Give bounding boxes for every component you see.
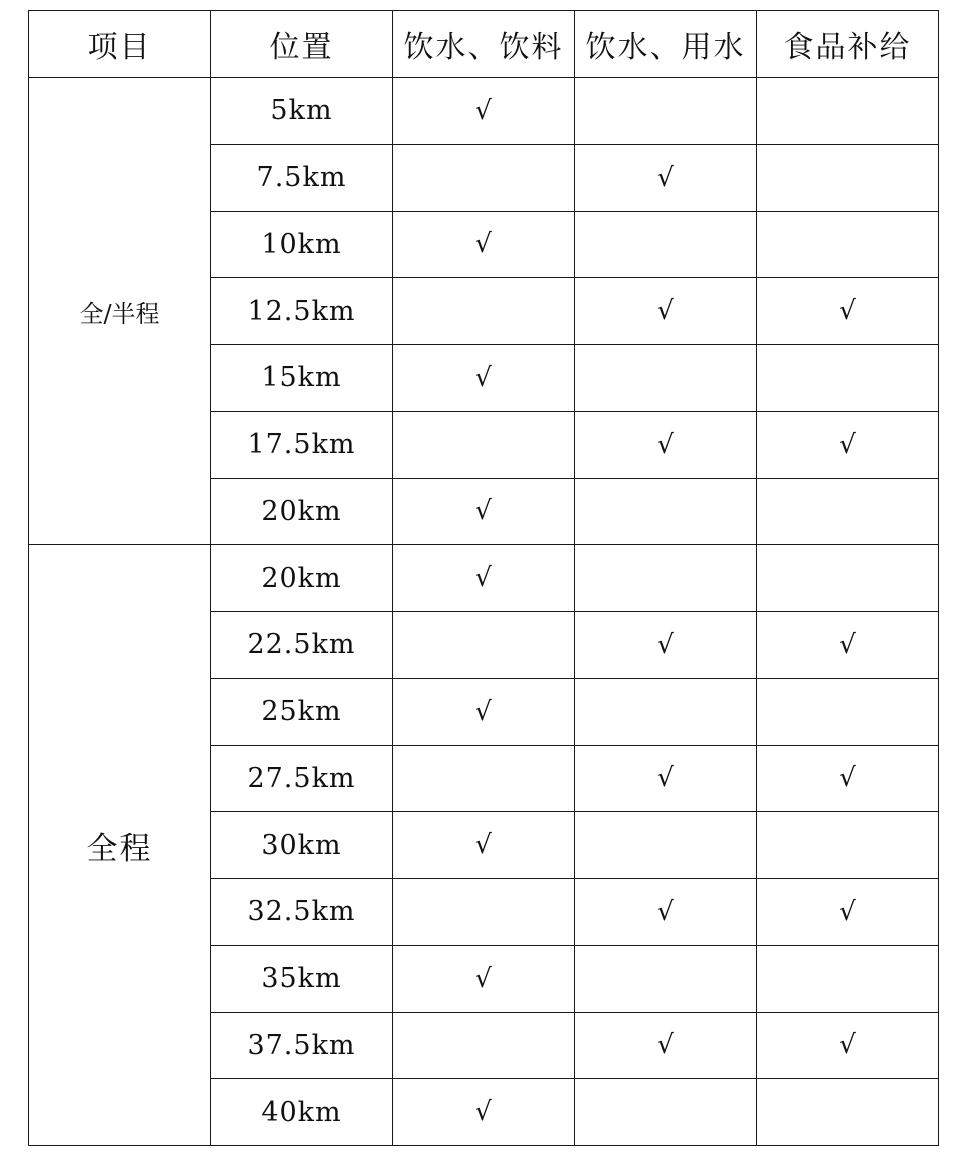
food-cell [757,478,939,545]
position-cell: 27.5km [211,745,393,812]
position-cell: 15km [211,345,393,412]
position-cell: 12.5km [211,278,393,345]
drink-water-cell [575,144,757,211]
position-cell: 32.5km [211,879,393,946]
food-cell [757,144,939,211]
check-mark-icon: √ [657,896,674,927]
drink-beverage-cell [393,78,575,145]
header-drink-beverage: 饮水、饮料 [393,11,575,78]
check-mark-icon: √ [839,896,856,927]
drink-beverage-cell [393,211,575,278]
drink-water-cell [575,1079,757,1146]
drink-water-cell [575,78,757,145]
check-mark-icon: √ [839,629,856,660]
drink-water-cell [575,278,757,345]
position-cell: 25km [211,678,393,745]
position-cell: 20km [211,478,393,545]
check-mark-icon: √ [475,696,492,727]
drink-beverage-cell [393,1012,575,1079]
food-cell [757,879,939,946]
check-mark-icon: √ [839,1030,856,1061]
check-mark-icon: √ [839,763,856,794]
food-cell [757,678,939,745]
drink-beverage-cell [393,1079,575,1146]
check-mark-icon: √ [475,830,492,861]
check-mark-icon: √ [475,496,492,527]
food-cell [757,211,939,278]
drink-beverage-cell [393,278,575,345]
check-mark-icon: √ [475,362,492,393]
position-cell: 20km [211,545,393,612]
drink-water-cell [575,1012,757,1079]
drink-water-cell [575,478,757,545]
drink-beverage-cell [393,545,575,612]
header-drink-water: 饮水、用水 [575,11,757,78]
drink-beverage-cell [393,812,575,879]
check-mark-icon: √ [475,229,492,260]
drink-beverage-cell [393,478,575,545]
position-cell: 37.5km [211,1012,393,1079]
position-cell: 30km [211,812,393,879]
drink-beverage-cell [393,945,575,1012]
header-position: 位置 [211,11,393,78]
food-cell [757,745,939,812]
table-body [29,78,939,1146]
header-item: 项目 [29,11,211,78]
food-cell [757,945,939,1012]
position-cell: 7.5km [211,144,393,211]
drink-water-cell [575,678,757,745]
drink-water-cell [575,411,757,478]
food-cell [757,812,939,879]
drink-beverage-cell [393,612,575,679]
table-row [29,545,939,612]
drink-water-cell [575,545,757,612]
check-mark-icon: √ [839,296,856,327]
food-cell [757,345,939,412]
position-cell: 17.5km [211,411,393,478]
position-cell: 5km [211,78,393,145]
check-mark-icon: √ [657,1030,674,1061]
food-cell [757,278,939,345]
food-cell [757,78,939,145]
position-cell: 35km [211,945,393,1012]
food-cell [757,612,939,679]
check-mark-icon: √ [839,429,856,460]
check-mark-icon: √ [657,429,674,460]
drink-water-cell [575,612,757,679]
check-mark-icon: √ [475,563,492,594]
check-mark-icon: √ [657,162,674,193]
supply-station-table [28,10,939,1146]
food-cell [757,545,939,612]
food-cell [757,411,939,478]
table-row [29,78,939,145]
header-row [29,11,939,78]
drink-beverage-cell [393,144,575,211]
group-label: 全程 [29,545,211,1146]
drink-beverage-cell [393,411,575,478]
header-food-supply: 食品补给 [757,11,939,78]
drink-water-cell [575,879,757,946]
drink-beverage-cell [393,678,575,745]
drink-water-cell [575,945,757,1012]
drink-water-cell [575,745,757,812]
drink-water-cell [575,812,757,879]
check-mark-icon: √ [657,629,674,660]
check-mark-icon: √ [475,95,492,126]
check-mark-icon: √ [475,1097,492,1128]
drink-beverage-cell [393,345,575,412]
check-mark-icon: √ [475,963,492,994]
drink-beverage-cell [393,745,575,812]
check-mark-icon: √ [657,296,674,327]
position-cell: 10km [211,211,393,278]
position-cell: 22.5km [211,612,393,679]
food-cell [757,1079,939,1146]
food-cell [757,1012,939,1079]
drink-beverage-cell [393,879,575,946]
drink-water-cell [575,211,757,278]
drink-water-cell [575,345,757,412]
check-mark-icon: √ [657,763,674,794]
group-label: 全/半程 [29,78,211,545]
position-cell: 40km [211,1079,393,1146]
